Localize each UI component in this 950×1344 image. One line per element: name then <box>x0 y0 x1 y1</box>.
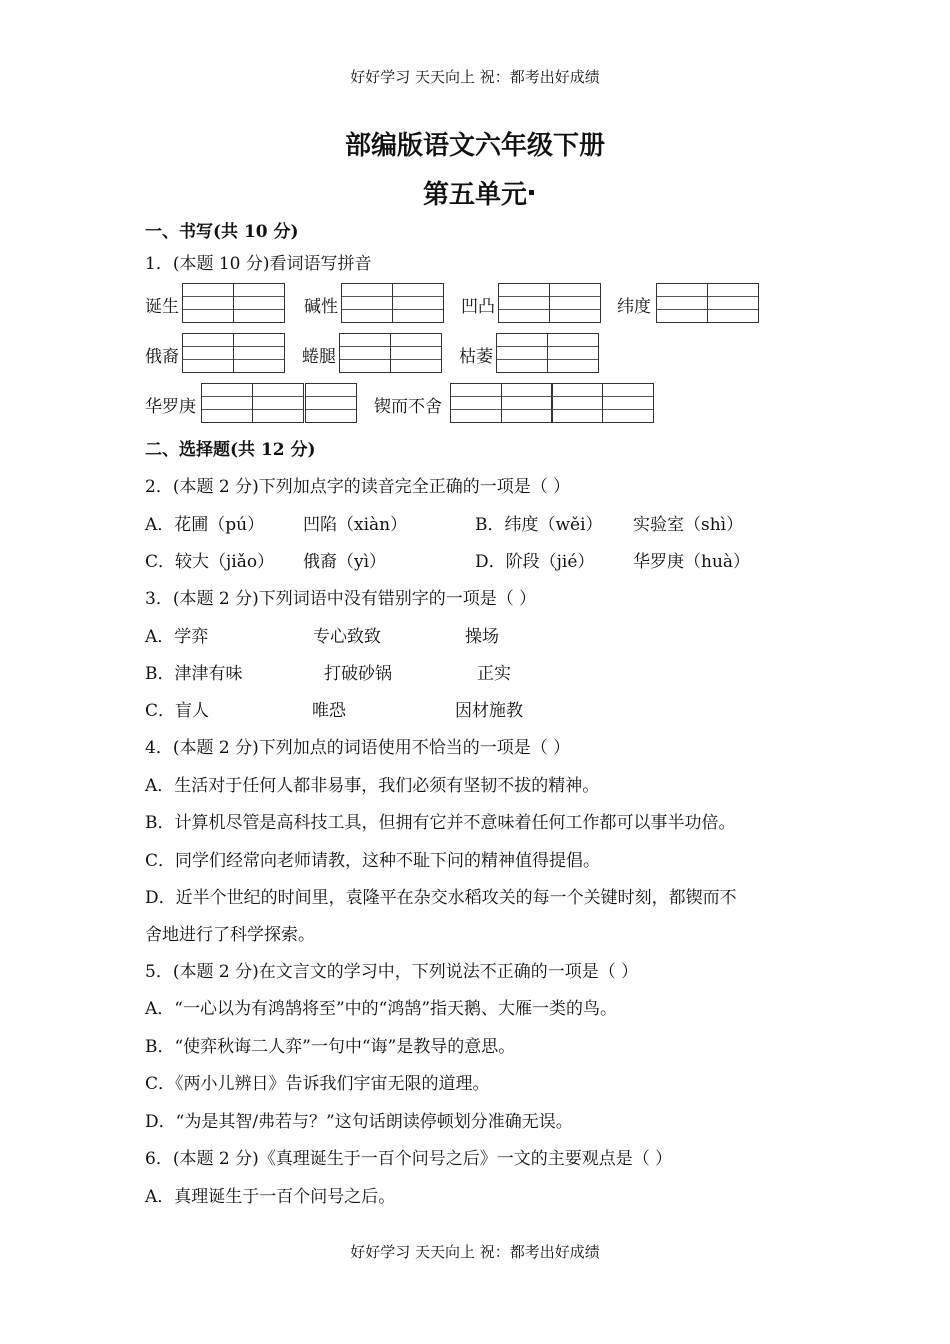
page-footer: 好好学习 天天向上 祝：都考出好成绩 <box>350 1243 600 1261</box>
question-2: 2．(本题 2 分)下列加点字的读音完全正确的一项是（ ） <box>145 477 571 497</box>
pinyin-grid[interactable] <box>498 283 599 323</box>
pinyin-cell[interactable] <box>549 283 601 323</box>
pinyin-grid[interactable] <box>656 283 757 323</box>
pinyin-cell[interactable] <box>341 283 393 323</box>
word-label: 蜷腿 <box>302 347 336 367</box>
option-c[interactable]: C．同学们经常向老师请教，这种不耻下问的精神值得提倡。 <box>145 851 601 871</box>
option-a[interactable]: A．学弈 <box>145 627 209 647</box>
pinyin-cell[interactable] <box>392 283 444 323</box>
pinyin-cell[interactable] <box>252 383 304 423</box>
option-c[interactable]: C．盲人 <box>145 701 210 721</box>
word-label: 俄裔 <box>145 347 179 367</box>
pinyin-cell[interactable] <box>707 283 759 323</box>
pinyin-cell[interactable] <box>551 383 603 423</box>
option-a[interactable]: A．花圃（pú） <box>145 515 265 535</box>
pinyin-cell[interactable] <box>182 333 234 373</box>
page-title: 部编版语文六年级下册 <box>344 131 605 161</box>
option-b-2: 实验室（shì） <box>633 515 744 535</box>
pinyin-cell[interactable] <box>496 333 548 373</box>
option-d-2: 华罗庚（huà） <box>633 552 751 572</box>
question-1: 1．(本题 10 分)看词语写拼音 <box>145 254 372 274</box>
pinyin-grid[interactable] <box>450 383 653 423</box>
option-d-cont: 舍地进行了科学探索。 <box>145 925 315 945</box>
option-a-2: 凹陷（xiàn） <box>303 515 408 535</box>
page-subtitle: 第五单元 <box>422 180 527 210</box>
pinyin-grid[interactable] <box>201 383 356 423</box>
option-b[interactable]: B．计算机尽管是高科技工具，但拥有它并不意味着任何工作都可以事半功倍。 <box>145 813 736 833</box>
option-c-2: 唯恐 <box>312 701 346 721</box>
option-d[interactable]: D．阶段（jié） <box>475 552 595 572</box>
pinyin-grid[interactable] <box>339 333 440 373</box>
pinyin-cell[interactable] <box>450 383 502 423</box>
word-label: 诞生 <box>145 297 179 317</box>
option-c-2: 俄裔（yì） <box>303 552 387 572</box>
option-d[interactable]: D．近半个世纪的时间里，袁隆平在杂交水稻攻关的每一个关键时刻，都锲而不 <box>145 888 737 908</box>
word-label: 凹凸 <box>461 297 495 317</box>
pinyin-cell[interactable] <box>602 383 654 423</box>
page-header: 好好学习 天天向上 祝：都考出好成绩 <box>350 68 600 86</box>
pinyin-cell[interactable] <box>339 333 391 373</box>
word-label: 纬度 <box>617 297 651 317</box>
option-b[interactable]: B．“使弈秋诲二人弈”一句中“诲”是教导的意思。 <box>145 1037 516 1057</box>
pinyin-grid[interactable] <box>341 283 442 323</box>
option-c-3: 因材施教 <box>455 701 523 721</box>
pinyin-cell[interactable] <box>656 283 708 323</box>
pinyin-cell[interactable] <box>390 333 442 373</box>
pinyin-cell[interactable] <box>547 333 599 373</box>
pinyin-cell[interactable] <box>305 383 357 423</box>
option-a-2: 专心致致 <box>313 627 381 647</box>
pinyin-cell[interactable] <box>498 283 550 323</box>
option-a[interactable]: A．生活对于任何人都非易事，我们必须有坚韧不拔的精神。 <box>145 776 600 796</box>
pinyin-grid[interactable] <box>182 283 283 323</box>
question-6: 6．(本题 2 分)《真理诞生于一百个问号之后》一文的主要观点是（ ） <box>145 1149 673 1169</box>
pinyin-cell[interactable] <box>182 283 234 323</box>
word-label: 碱性 <box>304 297 338 317</box>
option-c[interactable]: C．《两小儿辨日》告诉我们宇宙无限的道理。 <box>145 1074 490 1094</box>
question-3: 3．(本题 2 分)下列词语中没有错别字的一项是（ ） <box>145 589 537 609</box>
title-dot <box>529 190 534 195</box>
pinyin-grid[interactable] <box>496 333 597 373</box>
question-4: 4．(本题 2 分)下列加点的词语使用不恰当的一项是（ ） <box>145 738 571 758</box>
pinyin-cell[interactable] <box>233 333 285 373</box>
option-b-3: 正实 <box>477 664 511 684</box>
section2-heading: 二、选择题(共 12 分) <box>145 440 316 460</box>
pinyin-cell[interactable] <box>201 383 253 423</box>
option-c[interactable]: C．较大（jiǎo） <box>145 552 275 572</box>
pinyin-cell[interactable] <box>501 383 553 423</box>
option-a[interactable]: A．真理诞生于一百个问号之后。 <box>145 1187 396 1207</box>
word-label: 华罗庚 <box>145 397 196 417</box>
option-d[interactable]: D．“为是其智/弗若与？”这句话朗读停顿划分准确无误。 <box>145 1112 573 1132</box>
section1-heading: 一、书写(共 10 分) <box>145 222 299 242</box>
word-label: 锲而不舍 <box>374 397 442 417</box>
pinyin-grid[interactable] <box>182 333 283 373</box>
option-b[interactable]: B．纬度（wěi） <box>475 515 603 535</box>
question-5: 5．(本题 2 分)在文言文的学习中，下列说法不正确的一项是（ ） <box>145 962 639 982</box>
option-b[interactable]: B．津津有味 <box>145 664 243 684</box>
option-a[interactable]: A．“一心以为有鸿鹄将至”中的“鸿鹄”指天鹅、大雁一类的鸟。 <box>145 999 618 1019</box>
option-a-3: 操场 <box>465 627 499 647</box>
word-label: 枯萎 <box>459 347 493 367</box>
pinyin-cell[interactable] <box>233 283 285 323</box>
option-b-2: 打破砂锅 <box>324 664 392 684</box>
